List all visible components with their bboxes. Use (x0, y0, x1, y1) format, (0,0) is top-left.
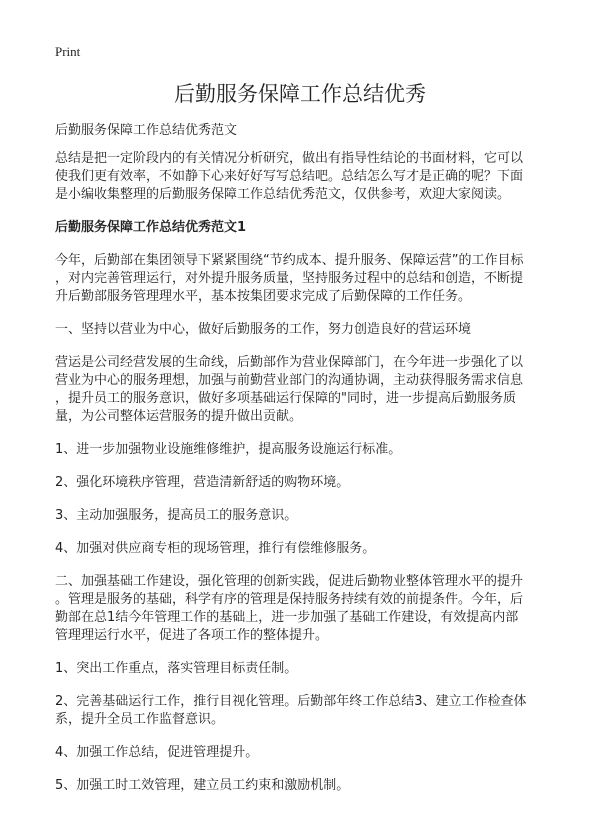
list-item (55, 540, 547, 558)
paragraph (55, 354, 547, 426)
text-line: 二、加强基础工作建设，强化管理的创新实践，促进后勤物业整体管理水平的提升 (55, 574, 524, 589)
text-line: 。管理是服务的基础，科学有序的管理是保持服务持续有效的前提条件。今年，后 (55, 592, 524, 607)
text-line: 营业为中心的服务理想，加强与前勤营业部门的沟通协调，主动获得服务需求信息 (55, 373, 524, 388)
list-item (55, 474, 547, 492)
text-line: 4、加强工作总结，促进管理提升。 (55, 745, 259, 760)
paragraph-heading (55, 321, 547, 339)
text-line: 系，提升全员工作监督意识。 (55, 712, 225, 727)
text-line: 升后勤部服务管理理水平，基本按集团要求完成了后勤保障的工作任务。 (55, 289, 472, 304)
paragraph (55, 252, 547, 306)
text-line: 是小编收集整理的后勤服务保障工作总结优秀范文，仅供参考，欢迎大家阅读。 (55, 187, 511, 202)
text-line: 2、强化环境秩序管理，营造清新舒适的购物环境。 (55, 475, 350, 490)
text-line: 1、突出工作重点，落实管理目标责任制。 (55, 661, 298, 676)
text-line: 1、进一步加强物业设施维修维护，提高服务设施运行标准。 (55, 442, 402, 457)
section-heading: 后勤服务保障工作总结优秀范文1 (55, 220, 247, 235)
paragraph (55, 573, 547, 645)
intro-paragraph (55, 150, 547, 204)
text-line: ，对内完善管理运行，对外提升服务质量，坚持服务过程中的总结和创造，不断提 (55, 271, 524, 286)
list-item (55, 777, 547, 795)
text-line: 使我们更有效率，不如静下心来好好写写总结吧。总结怎么写才是正确的呢？下面 (55, 169, 524, 184)
page-title: 后勤服务保障工作总结优秀 (174, 82, 426, 106)
list-item (55, 744, 547, 762)
text-line: 一、坚持以营业为中心，做好后勤服务的工作，努力创造良好的营运环境 (55, 322, 472, 337)
list-item (55, 507, 547, 525)
text-line: 今年，后勤部在集团领导下紧紧围绕“节约成本、提升服务、保障运营”的工作目标 (55, 253, 524, 268)
list-item (55, 441, 547, 459)
text-line: 勤部在总1结今年管理工作的基础上，进一步加强了基础工作建设，有效提高内部 (55, 610, 519, 625)
text-line: 3、主动加强服务，提高员工的服务意识。 (55, 508, 298, 523)
text-line: ，提升员工的服务意识，做好多项基础运行保障的"同时，进一步提高后勤服务质 (55, 391, 516, 406)
text-line: 总结是把一定阶段内的有关情况分析研究，做出有指导性结论的书面材料，它可以 (55, 151, 524, 166)
text-line: 营运是公司经营发展的生命线，后勤部作为营业保障部门，在今年进一步强化了以 (55, 355, 524, 370)
subtitle: 后勤服务保障工作总结优秀范文 (55, 123, 238, 138)
text-line: 5、加强工时工效管理，建立员工约束和激励机制。 (55, 778, 350, 793)
text-line: 量，为公司整体运营服务的提升做出贡献。 (55, 409, 303, 424)
list-item (55, 693, 547, 729)
article-body (55, 150, 547, 795)
list-item (55, 660, 547, 678)
text-line: 4、加强对供应商专柜的现场管理，推行有偿维修服务。 (55, 541, 376, 556)
text-line: 2、完善基础运行工作，推行目视化管理。后勤部年终工作总结3、建立工作检查体 (55, 694, 527, 709)
print-link[interactable]: Print (55, 44, 81, 59)
text-line: 管理理运行水平，促进了各项工作的整体提升。 (55, 628, 329, 643)
